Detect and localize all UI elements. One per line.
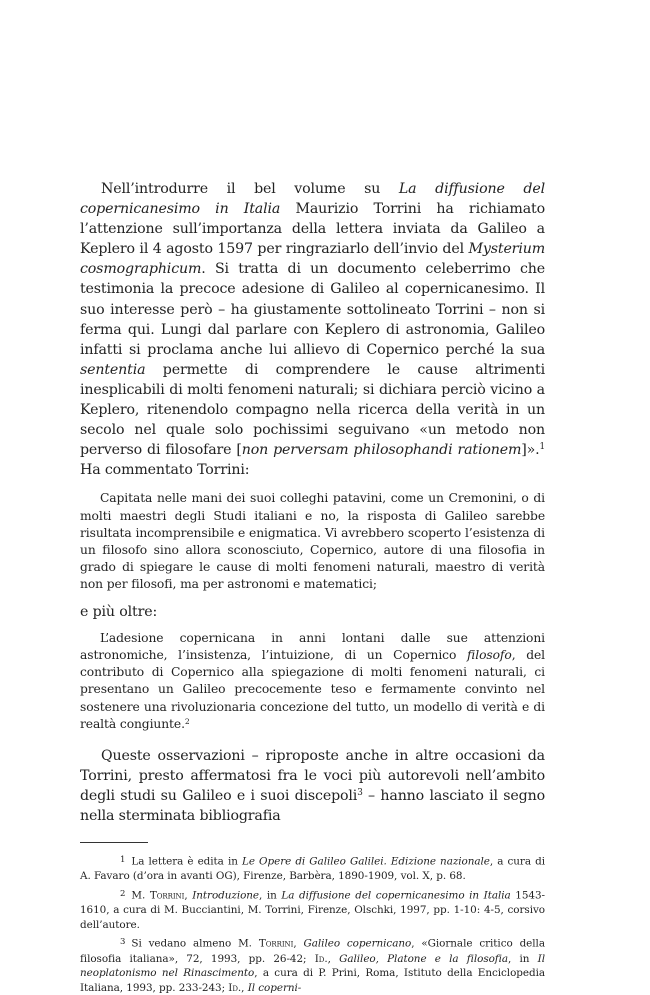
text-run: , — [184, 889, 193, 902]
author-name: Torrini — [258, 937, 294, 950]
latin-term: sententia — [80, 361, 146, 378]
italic-term: filosofo — [466, 647, 512, 662]
text-run: – hanno lasciato il segno nella sterminata bibliografia — [80, 788, 545, 825]
text-run: M. — [131, 889, 150, 902]
footnote-ref: 3 — [357, 788, 363, 799]
body-paragraph — [80, 179, 545, 480]
book-title: Il coperni- — [247, 981, 302, 994]
text-run: Queste osservazioni – riproposte anche in altre occasioni da Torrini, presto affermatosi fra le voci più autorevoli nell’ambito degli studi su Galileo e i suoi discepoli — [80, 747, 545, 805]
ibidem-abbrev: Id. — [314, 952, 328, 965]
text-run: La lettera è edita in — [131, 855, 242, 868]
bridge-text: e più oltre: — [80, 603, 158, 620]
footnote — [80, 853, 545, 884]
text-run: , in — [259, 889, 282, 902]
text-run: permette di comprendere le cause altrimenti inesplicabili di molti fenomeni naturali; si dichiara perciò vicino a Keplero, ritenendolo compagno nella ricerca della verità in un secolo nel quale solo pochissimi seguivano «un metodo non perverso di filosofare [ — [80, 361, 545, 459]
text-run: , in — [508, 952, 538, 965]
footnote-ref: 1 — [539, 442, 545, 453]
book-title: La diffusione del copernicanesimo in Italia — [80, 181, 545, 218]
book-title: Le Opere di Galileo Galilei. Edizione nazionale — [241, 855, 490, 868]
text-run: , — [241, 981, 248, 994]
text-run: , a cura di P. Prini, Roma, Istituto della Enciclopedia Italiana, 1993, pp. 233-243; — [80, 967, 545, 994]
footnote-rule — [80, 842, 148, 843]
text-run: Nell’introdurre il bel volume su — [101, 181, 399, 197]
text-run: , — [293, 937, 304, 950]
book-title: Il neoplatonismo nel Rinascimento — [80, 952, 545, 980]
body-paragraph — [80, 746, 545, 826]
book-title: Galileo, Platone e la filosofia — [339, 952, 509, 965]
latin-quote: non perversam philosophandi rationem — [241, 442, 522, 459]
text-run: Maurizio Torrini ha richiamato l’attenzione sull’importanza della lettera inviata da Galileo a Keplero il 4 agosto 1597 per ringraziarlo dell’invio del — [80, 201, 545, 258]
text-run: Ha commentato Torrini: — [80, 462, 250, 479]
footnote — [80, 887, 545, 932]
block-quote — [80, 630, 545, 733]
footnote-ref: 2 — [184, 716, 190, 726]
book-title: Galileo copernicano — [303, 937, 412, 950]
text-run: , del contributo di Copernico alla spiegazione di molti fenomeni naturali, ci presentano un Galileo precocemente teso e fermamente convinto nel sostenere una rivoluzionaria concezione del tutto, un modello di verità e di realtà congiunte. — [80, 647, 545, 731]
ibidem-abbrev: Id. — [228, 981, 242, 994]
text-run: L’adesione copernicana in anni lontani dalle sue attenzioni astronomiche, l’insistenza, l’intuizione, di un Copernico — [80, 630, 545, 662]
book-title: Mysterium cosmographicum — [80, 241, 545, 278]
footnote-number: 3 — [120, 937, 126, 948]
block-quote: Capitata nelle mani dei suoi colleghi patavini, come un Cremonini, o di molti maestri degli Studi italiani e no, la risposta di Galileo sarebbe risultata incomprensibile e enigmatica. Vi avrebbero scoperto l’esistenza di un filosofo sino allora sconosciuto, Copernico, autore di una filosofia in grado di spiegare le cause di molti fenomeni naturali, maestro di verità non per filosofi, ma per astronomi e matematici; — [80, 491, 545, 592]
footnote-number: 2 — [120, 889, 126, 900]
text-run: 1543-1610, a cura di M. Bucciantini, M. Torrini, Firenze, Olschki, 1997, pp. 1-10: 4-5, corsivo dell’autore. — [80, 889, 545, 931]
book-title: La diffusione del copernicanesimo in Italia — [281, 889, 511, 902]
author-name: Torrini — [149, 889, 185, 902]
text-run: , a cura di A. Favaro (d’ora in avanti OG), Firenze, Barbèra, 1890-1909, vol. X, p. 68. — [80, 855, 545, 883]
text-run: , «Giornale critico della filosofia italiana», 72, 1993, pp. 26-42; — [80, 937, 545, 965]
text-run: Si vedano almeno M. — [131, 937, 259, 950]
text-run: . Si tratta di un documento celeberrimo che testimonia la precoce adesione di Galileo al copernicanesimo. Il suo interesse però – ha giustamente sottolineato Torrini – non si ferma qui. Lungi dal parlare con Keplero di astronomia, Galileo infatti si proclama anche lui allievo di Copernico perché la sua — [80, 261, 545, 358]
footnotes — [80, 853, 545, 995]
book-title: Introduzione — [192, 889, 260, 902]
text-run: ]». — [521, 442, 540, 459]
footnote-number: 1 — [120, 855, 126, 866]
page-content — [80, 179, 545, 995]
footnote — [80, 935, 545, 995]
text-run: , — [327, 952, 340, 965]
